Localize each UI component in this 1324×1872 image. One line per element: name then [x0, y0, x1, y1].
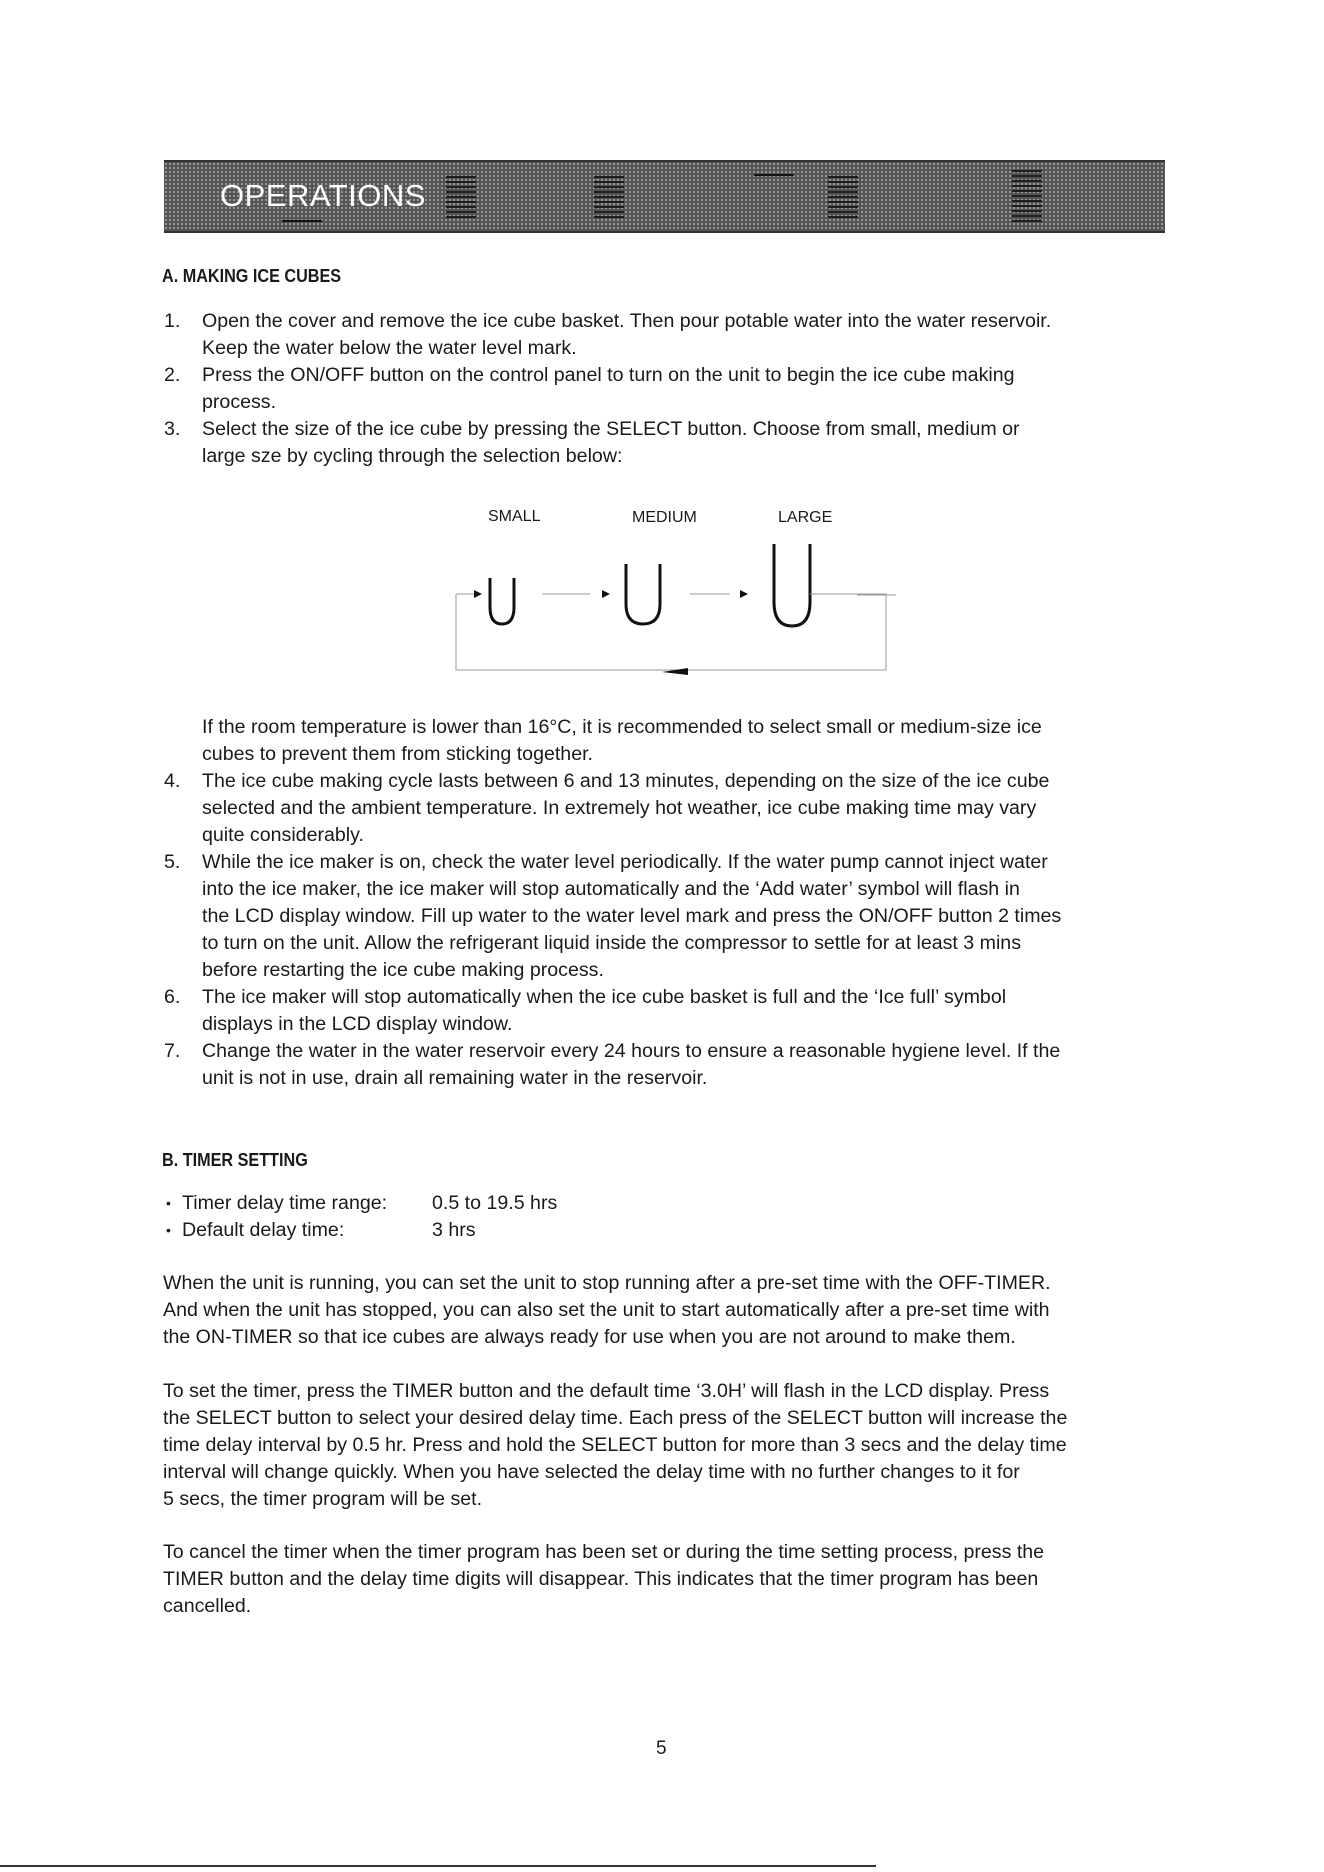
paragraph-line: TIMER button and the delay time digits will disappear. This indicates that the timer program has been	[163, 1568, 1039, 1590]
list-item-text: displays in the LCD display window.	[202, 1013, 513, 1035]
list-item-text: to turn on the unit. Allow the refrigerant liquid inside the compressor to settle for at least 3 mins	[202, 932, 1022, 954]
banner-decoration	[594, 176, 624, 218]
list-number: 6.	[164, 986, 181, 1008]
list-item-text: The ice maker will stop automatically when the ice cube basket is full and the ‘Ice full’ symbol	[202, 986, 1007, 1008]
list-number: 4.	[164, 770, 181, 792]
section-heading: A. MAKING ICE CUBES	[162, 266, 342, 286]
list-item-text: The ice cube making cycle lasts between 6 and 13 minutes, depending on the size of the ice cube	[202, 770, 1050, 792]
paragraph-line: cancelled.	[163, 1595, 252, 1617]
page-number: 5	[656, 1738, 667, 1759]
large-cube-icon	[774, 544, 810, 626]
bullet-icon: •	[166, 1195, 171, 1211]
size-label-medium: MEDIUM	[632, 509, 697, 526]
return-arrow-icon	[662, 668, 688, 675]
paragraph-line: And when the unit has stopped, you can also set the unit to start automatically after a pre-set time with	[163, 1299, 1050, 1321]
list-number: 2.	[164, 364, 181, 386]
paragraph-line: When the unit is running, you can set the unit to stop running after a pre-set time with the OFF-TIMER.	[163, 1272, 1051, 1294]
list-item-text: Open the cover and remove the ice cube basket. Then pour potable water into the water reservoir.	[202, 310, 1052, 332]
banner-decoration	[1012, 170, 1042, 222]
bullet-icon: •	[166, 1222, 171, 1238]
paragraph-line: the SELECT button to select your desired delay time. Each press of the SELECT button will increase the	[163, 1407, 1068, 1429]
list-item-text: Change the water in the water reservoir every 24 hours to ensure a reasonable hygiene level. If the	[202, 1040, 1061, 1062]
list-item-text: Keep the water below the water level mark.	[202, 337, 577, 359]
arrow-icon	[474, 590, 482, 598]
default-delay-value: 3 hrs	[432, 1219, 476, 1241]
list-item-text: before restarting the ice cube making process.	[202, 959, 604, 981]
list-item-text: the LCD display window. Fill up water to the water level mark and press the ON/OFF button 2 times	[202, 905, 1062, 927]
default-delay-label: Default delay time:	[182, 1219, 345, 1241]
list-item-text: While the ice maker is on, check the water level periodically. If the water pump cannot inject water	[202, 851, 1048, 873]
banner-decoration	[828, 176, 858, 218]
medium-cube-icon	[626, 564, 660, 624]
banner-decoration	[754, 174, 794, 176]
paragraph-line: To set the timer, press the TIMER button and the default time ‘3.0H’ will flash in the LCD display. Press	[163, 1380, 1050, 1402]
banner-decoration	[446, 176, 476, 218]
note-text: cubes to prevent them from sticking together.	[202, 743, 593, 765]
page-title: OPERATIONS	[220, 178, 426, 213]
arrow-icon	[602, 590, 610, 598]
small-cube-icon	[490, 578, 514, 624]
operations-banner	[164, 160, 1165, 233]
paragraph-line: time delay interval by 0.5 hr. Press and hold the SELECT button for more than 3 secs and the delay time	[163, 1434, 1067, 1456]
list-item-text: unit is not in use, drain all remaining water in the reservoir.	[202, 1067, 708, 1089]
size-label-large: LARGE	[778, 509, 833, 526]
section-heading: B. TIMER SETTING	[162, 1150, 308, 1170]
list-item-text: Select the size of the ice cube by pressing the SELECT button. Choose from small, medium or	[202, 418, 1020, 440]
list-number: 5.	[164, 851, 181, 873]
paragraph-line: 5 secs, the timer program will be set.	[163, 1488, 483, 1510]
ice-size-diagram	[440, 500, 900, 690]
timer-range-value: 0.5 to 19.5 hrs	[432, 1192, 558, 1214]
banner-decoration	[282, 220, 322, 222]
paragraph-line: interval will change quickly. When you have selected the delay time with no further changes to it for	[163, 1461, 1020, 1483]
list-item-text: large sze by cycling through the selection below:	[202, 445, 623, 467]
list-number: 3.	[164, 418, 181, 440]
list-item-text: process.	[202, 391, 277, 413]
list-number: 1.	[164, 310, 181, 332]
list-item-text: Press the ON/OFF button on the control panel to turn on the unit to begin the ice cube making	[202, 364, 1015, 386]
note-text: If the room temperature is lower than 16°C, it is recommended to select small or medium-size ice	[202, 716, 1042, 738]
arrow-icon	[740, 590, 748, 598]
cycle-diagram-svg	[440, 500, 900, 690]
size-label-small: SMALL	[488, 508, 541, 525]
list-item-text: into the ice maker, the ice maker will stop automatically and the ‘Add water’ symbol will flash in	[202, 878, 1020, 900]
paragraph-line: the ON-TIMER so that ice cubes are always ready for use when you are not around to make them.	[163, 1326, 1016, 1348]
timer-range-label: Timer delay time range:	[182, 1192, 388, 1214]
cycle-return-line	[456, 594, 886, 670]
list-item-text: quite considerably.	[202, 824, 364, 846]
page-edge-line	[0, 1865, 876, 1867]
paragraph-line: To cancel the timer when the timer program has been set or during the time setting process, press the	[163, 1541, 1045, 1563]
list-item-text: selected and the ambient temperature. In extremely hot weather, ice cube making time may vary	[202, 797, 1037, 819]
list-number: 7.	[164, 1040, 181, 1062]
